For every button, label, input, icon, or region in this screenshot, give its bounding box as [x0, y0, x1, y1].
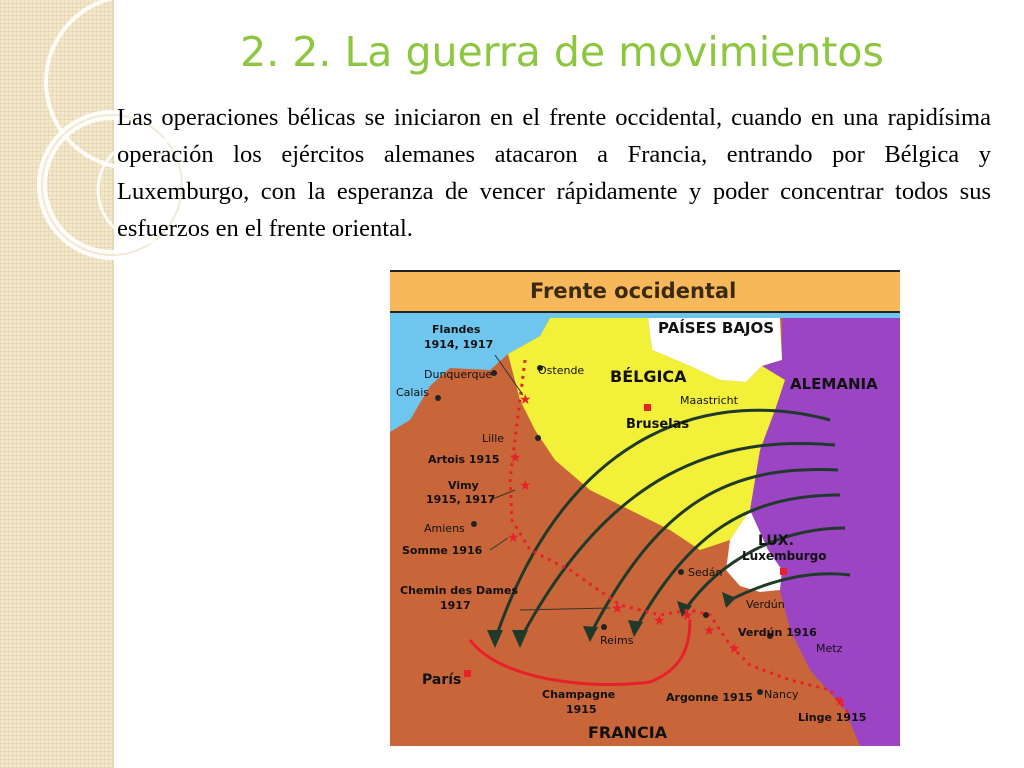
label-dunquerque: Dunquerque — [424, 368, 493, 381]
label-flandes-years: 1914, 1917 — [424, 338, 494, 351]
label-reims: Reims — [600, 634, 634, 647]
label-argonne: Argonne 1915 — [666, 691, 753, 704]
svg-text:★: ★ — [519, 392, 532, 408]
label-bruselas: Bruselas — [626, 417, 690, 432]
label-luxemburgo: Luxemburgo — [742, 549, 827, 563]
label-vimy-years: 1915, 1917 — [426, 493, 496, 506]
label-germany: ALEMANIA — [790, 375, 878, 393]
label-ostende: Ostende — [538, 364, 585, 377]
svg-text:★: ★ — [519, 478, 532, 494]
svg-text:★: ★ — [509, 450, 522, 466]
western-front-map — [390, 270, 900, 746]
label-metz: Metz — [816, 642, 843, 655]
label-vimy: Vimy — [448, 479, 479, 492]
label-netherlands: PAÍSES BAJOS — [658, 319, 775, 337]
label-artois: Artois 1915 — [428, 453, 500, 466]
label-chemin: Chemin des Dames — [400, 584, 518, 597]
label-champagne-year: 1915 — [566, 703, 597, 716]
map-header-title: Frente occidental — [530, 279, 737, 303]
label-champagne: Champagne — [542, 688, 616, 701]
label-calais: Calais — [396, 386, 430, 399]
label-verdun: Verdún — [746, 598, 785, 611]
label-somme: Somme 1916 — [402, 544, 483, 557]
label-chemin-year: 1917 — [440, 599, 471, 612]
label-nancy: Nancy — [764, 688, 799, 701]
label-lux: LUX. — [758, 533, 794, 549]
svg-text:★: ★ — [507, 530, 520, 546]
label-amiens: Amiens — [424, 522, 465, 535]
svg-text:★: ★ — [834, 694, 847, 710]
label-france: FRANCIA — [588, 723, 668, 742]
label-maastricht: Maastricht — [680, 394, 738, 407]
svg-text:★: ★ — [681, 608, 694, 624]
label-flandes: Flandes — [432, 323, 481, 336]
slide-title: 2. 2. La guerra de movimientos — [240, 28, 884, 76]
label-linge: Linge 1915 — [798, 711, 867, 724]
label-verdun-battle: Verdún 1916 — [738, 626, 817, 639]
label-paris: París — [422, 672, 462, 688]
svg-text:★: ★ — [653, 613, 666, 629]
svg-text:★: ★ — [611, 601, 624, 617]
svg-text:★: ★ — [703, 623, 716, 639]
svg-text:★: ★ — [728, 641, 741, 657]
slide-body-text: Las operaciones bélicas se iniciaron en el frente occidental, cuando en una rapidísima operación los ejércitos alemanes atacaron a Francia, entrando por Bélgica y Luxemburgo, con la esperanza de vencer rápidamente y poder concentrar todos sus esfuerzos en el frente oriental. — [117, 104, 991, 242]
label-belgium: BÉLGICA — [610, 367, 687, 386]
label-sedan: Sedán — [688, 566, 723, 579]
label-lille: Lille — [482, 432, 505, 445]
